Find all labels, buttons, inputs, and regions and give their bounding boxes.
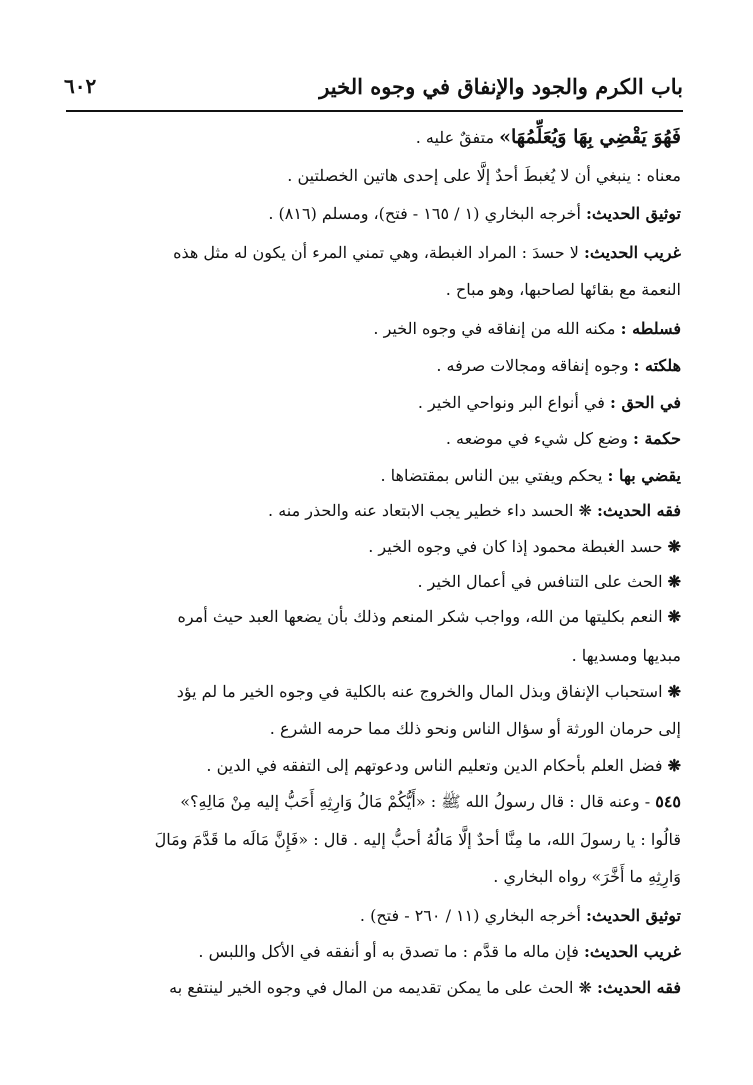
text-line: النعمة مع بقائها لصاحبها، وهو مباح . — [445, 280, 681, 299]
text-line: في الحق : في أنواع البر ونواحي الخير . — [417, 393, 681, 412]
text-line: فَهُوَ يَقْضِي بِهَا وَيُعَلِّمُهَا» متفقٌ عليه . — [415, 126, 681, 148]
text-line: غريب الحديث: لا حسدَ : المراد الغبطة، وهي تمني المرء أن يكون له مثل هذه — [173, 243, 681, 262]
text-line: هلكته : وجوه إنفاقه ومجالات صرفه . — [436, 356, 681, 375]
hadith-line: قالُوا : يا رسولَ الله، ما مِنَّا أحدٌ إلَّا مَالُهُ أحبُّ إليه . قال : «فَإِنَّ مَالَه ما قَدَّمَ ومَالَ — [154, 830, 681, 849]
text-line: حكمة : وضع كل شيء في موضعه . — [445, 429, 681, 448]
page-header — [64, 68, 683, 104]
bullet-line: ❋ فضل العلم بأحكام الدين وتعليم الناس ودعوتهم إلى التفقه في الدين . — [206, 756, 681, 775]
text-line: توثيق الحديث: أخرجه البخاري (١١ / ٢٦٠ - فتح) . — [359, 906, 681, 925]
hadith-line: وَارِثِهِ ما أَخَّرَ» رواه البخاري . — [493, 867, 681, 886]
bullet-line: ❋ الحث على التنافس في أعمال الخير . — [417, 572, 681, 591]
bullet-line: ❋ حسد الغبطة محمود إذا كان في وجوه الخير . — [368, 537, 681, 556]
text-line: غريب الحديث: فإن ماله ما قدَّم : ما تصدق به أو أنفقه في الأكل واللبس . — [198, 942, 681, 961]
text-line: معناه : ينبغي أن لا يُغبطَ أحدٌ إلَّا على إحدى هاتين الخصلتين . — [287, 166, 681, 185]
page-number: ٦٠٢ — [64, 74, 97, 98]
text-line: إلى حرمان الورثة أو سؤال الناس ونحو ذلك مما حرمه الشرع . — [269, 719, 681, 738]
hadith-line: ٥٤٥ - وعنه قال : قال رسولُ الله ﷺ : «أَيُّكُمْ مَالُ وَارِثِهِ أَحَبُّ إليه مِنْ مَالِهِ؟» — [180, 792, 681, 811]
text-line: فقه الحديث: ❋ الحث على ما يمكن تقديمه من المال في وجوه الخير لينتفع به — [169, 978, 681, 997]
text-line: فسلطه : مكنه الله من إنفاقه في وجوه الخير . — [373, 319, 681, 338]
text-line: توثيق الحديث: أخرجه البخاري (١ / ١٦٥ - فتح)، ومسلم (٨١٦) . — [268, 204, 681, 223]
bullet-line: ❋ النعم بكليتها من الله، وواجب شكر المنعم وذلك بأن يضعها العبد حيث أمره — [177, 607, 681, 626]
text-line: مبديها ومسديها . — [571, 646, 681, 665]
text-line: فقه الحديث: ❋ الحسد داء خطير يجب الابتعاد عنه والحذر منه . — [268, 501, 681, 520]
text-line: يقضي بها : يحكم ويفتي بين الناس بمقتضاها . — [380, 466, 681, 485]
header-rule — [66, 110, 683, 112]
bullet-line: ❋ استحباب الإنفاق وبذل المال والخروج عنه بالكلية في وجوه الخير ما لم يؤد — [176, 682, 681, 701]
chapter-title: باب الكرم والجود والإنفاق في وجوه الخير — [319, 73, 683, 99]
